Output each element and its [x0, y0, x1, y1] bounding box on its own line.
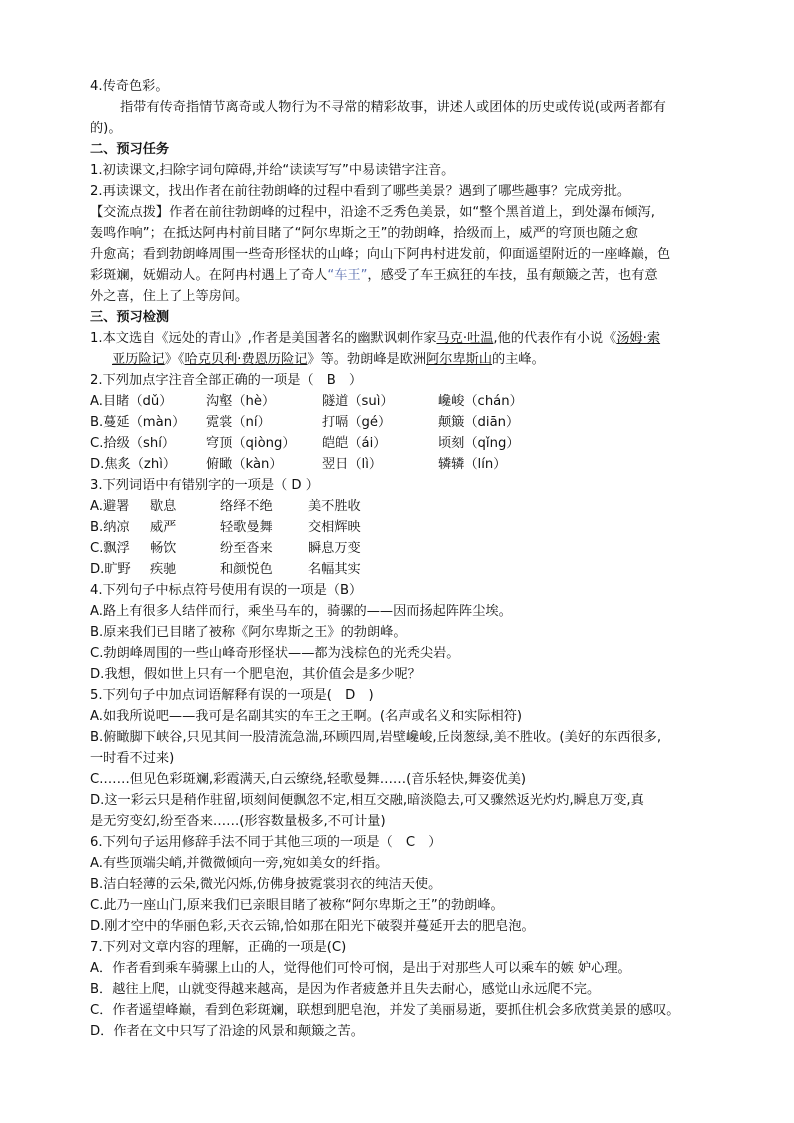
q3-a-2: 歇息 — [150, 499, 177, 514]
q1-author: 马克·吐温 — [436, 331, 494, 346]
q2-b-4: 颠簸（diān） — [438, 415, 520, 430]
q3-option-a — [90, 496, 710, 517]
q3-d-4: 名幅其实 — [308, 562, 361, 577]
question-7: 7.下列对文章内容的理解，正确的一项是(C) — [90, 940, 347, 955]
q3-b-1: B.纳凉 — [90, 520, 130, 535]
q4-option-c: C.勃朗峰周围的一些山峰奇形怪状——都为浅棕色的光秃尖岩。 — [90, 646, 460, 661]
question-6: 6.下列句子运用修辞手法不同于其他三项的一项是（ C ） — [90, 835, 442, 850]
exchange-line-4-tail: ，感受了车王疯狂的车技，虽有颠簸之苦，也有意 — [367, 268, 658, 283]
q1-book-1a: 汤姆·索 — [616, 331, 661, 346]
document-page — [90, 76, 710, 1042]
q2-c-3: 皑皑（ái） — [322, 436, 387, 451]
q3-option-c — [90, 538, 710, 559]
q5-option-d: D.这一彩云只是稍作驻留,顷刻间便飘忽不定,相互交融,暗淡隐去,可又骤然返光灼灼,瞬息万变,真 — [90, 793, 644, 808]
q3-b-3: 轻歌曼舞 — [220, 520, 273, 535]
q5-option-a: A.如我所说吧——我可是名副其实的车王之王啊。(名声或名义和实际相符) — [90, 709, 523, 724]
exchange-line-1: 【交流点拨】作者在前往勃朗峰的过程中，沿途不乏秀色美景，如“整个黑首道上，到处瀑布倾泻, — [90, 205, 655, 220]
question-1 — [90, 328, 710, 349]
q3-a-3: 络绎不绝 — [220, 499, 273, 514]
exchange-line-5: 外之喜，住上了上等房间。 — [90, 289, 249, 304]
q2-d-1: D.焦炙（zhì） — [90, 457, 177, 472]
q6-option-b: B.洁白轻薄的云朵,微光闪烁,仿佛身披霓裳羽衣的纯洁天使。 — [90, 877, 442, 892]
q2-d-3: 翌日（lì） — [322, 457, 383, 472]
q1-text-d: 》等。勃朗峰是欧洲 — [307, 352, 427, 367]
q3-c-4: 瞬息万变 — [308, 541, 361, 556]
q4-option-d: D.我想，假如世上只有一个肥皂泡，其价值会是多少呢？ — [90, 667, 421, 682]
item4-body-line-2: 的)。 — [90, 121, 122, 136]
q7-option-d: D．作者在文中只写了沿途的风景和颠簸之苦。 — [90, 1024, 364, 1039]
q5-option-d-cont: 是无穷变幻,纷至沓来……(形容数量极多,不可计量) — [90, 814, 386, 829]
q3-c-2: 畅饮 — [150, 541, 177, 556]
q2-a-1: A.目睹（dǔ） — [90, 394, 173, 409]
q3-option-d — [90, 559, 710, 580]
q5-option-b: B.俯瞰脚下峡谷,只见其间一股清流急湍,环顾四周,岩壁巉峻,丘岗葱绿,美不胜收。(美好的东西很多, — [90, 730, 662, 745]
q4-option-b: B.原来我们已目睹了被称《阿尔卑斯之王》的勃朗峰。 — [90, 625, 407, 640]
q2-b-2: 霓裳（ní） — [206, 415, 271, 430]
section-heading-preview-test: 三、预习检测 — [90, 310, 170, 325]
q1-book-1b: 亚历险记 — [112, 352, 165, 367]
q2-option-d — [90, 454, 710, 475]
q1-range: 阿尔卑斯山 — [426, 352, 493, 367]
exchange-line-4-text: 彩斑斓，妩媚动人。在阿冉村遇上了奇人 — [90, 268, 328, 283]
q3-d-3: 和颜悦色 — [220, 562, 273, 577]
q7-option-b: B．越往上爬，山就变得越来越高，是因为作者疲惫并且失去耐心，感觉山永远爬不完。 — [90, 982, 601, 997]
q3-a-1: A.避署 — [90, 499, 130, 514]
q6-option-c: C.此乃一座山门,原来我们已亲眼目睹了被称“阿尔卑斯之王”的勃朗峰。 — [90, 898, 504, 913]
q2-option-b — [90, 412, 710, 433]
q2-b-3: 打嗝（gé） — [322, 415, 392, 430]
exchange-line-4 — [90, 265, 710, 286]
q2-c-1: C.拾级（shí） — [90, 436, 176, 451]
q2-d-2: 俯瞰（kàn） — [206, 457, 283, 472]
q7-option-a: A．作者看到乘车骑骡上山的人，觉得他们可怜可悯，是出于对那些人可以乘车的嫉 妒心理。 — [90, 961, 631, 976]
question-1-cont — [90, 349, 710, 370]
q4-option-a: A.路上有很多人结伴而行，乘坐马车的，骑骡的——因而扬起阵阵尘埃。 — [90, 604, 512, 619]
section-heading-preview-tasks: 二、预习任务 — [90, 142, 170, 157]
q3-d-2: 疾驰 — [150, 562, 177, 577]
exchange-line-3: 升愈高；看到勃朗峰周围一些奇形怪状的山峰；向山下阿冉村进发前，仰面遥望附近的一座峰巅，色 — [90, 247, 671, 262]
q3-c-1: C.飘浮 — [90, 541, 130, 556]
q2-a-3: 隧道（suì） — [322, 394, 394, 409]
che-wang-quote: “车王” — [327, 268, 368, 283]
question-3: 3.下列词语中有错别字的一项是（ D ） — [90, 478, 319, 493]
q5-option-c: C.……但见色彩斑斓,彩霞满天,白云缭绕,轻歌曼舞……(音乐轻快,舞姿优美) — [90, 772, 527, 787]
q1-text-c: 》《 — [164, 352, 185, 367]
q2-option-c — [90, 433, 710, 454]
q3-d-1: D.旷野 — [90, 562, 131, 577]
q6-option-a: A.有些顶端尖峭,并微微倾向一旁,宛如美女的纤指。 — [90, 856, 389, 871]
q3-c-3: 纷至沓来 — [220, 541, 273, 556]
question-2: 2.下列加点字注音全部正确的一项是（ B ） — [90, 373, 363, 388]
q2-option-a — [90, 391, 710, 412]
q5-option-b-cont: 一时看不过来) — [90, 751, 175, 766]
item4-body-line-1: 指带有传奇指情节离奇或人物行为不寻常的精彩故事，讲述人或团体的历史或传说(或两者都有 — [120, 100, 666, 115]
q3-option-b — [90, 517, 710, 538]
question-4: 4.下列句子中标点符号使用有误的一项是（B） — [90, 583, 363, 598]
q3-a-4: 美不胜收 — [308, 499, 361, 514]
q7-option-c: C．作者遥望峰巅，看到色彩斑斓，联想到肥皂泡，并发了美丽易逝，要抓住机会多欣赏美景的感叹。 — [90, 1003, 680, 1018]
q1-book-2: 哈克贝利·费恩历险记 — [184, 352, 308, 367]
task-1: 1.初读课文,扫除字词句障碍,并给“读读写写”中易读错字注音。 — [90, 163, 455, 178]
q2-c-2: 穹顶（qiòng） — [206, 436, 296, 451]
q2-a-4: 巉峻（chán） — [438, 394, 523, 409]
question-5: 5.下列句子中加点词语解释有误的一项是( D ) — [90, 688, 374, 703]
q2-d-4: 辚辚（lín） — [438, 457, 507, 472]
q2-b-1: B.蔓延（màn） — [90, 415, 186, 430]
item4-title: 4.传奇色彩。 — [90, 79, 169, 94]
q1-text-a: 1.本文选自《远处的青山》,作者是美国著名的幽默讽刺作家 — [90, 331, 437, 346]
q2-c-4: 顷刻（qǐng） — [438, 436, 520, 451]
q3-b-2: 威严 — [150, 520, 177, 535]
q3-b-4: 交相辉映 — [308, 520, 361, 535]
q1-text-b: ,他的代表作有小说《 — [493, 331, 617, 346]
exchange-line-2: 轰鸣作响”；在抵达阿冉村前目睹了“阿尔卑斯之王”的勃朗峰，拾级而上，威严的穹顶也随之愈 — [90, 226, 638, 241]
q1-text-e: 的主峰。 — [492, 352, 545, 367]
q6-option-d: D.刚才空中的华丽色彩,天衣云锦,恰如那在阳光下破裂并蔓延开去的肥皂泡。 — [90, 919, 535, 934]
q2-a-2: 沟壑（hè） — [206, 394, 276, 409]
task-2: 2.再读课文，找出作者在前往勃朗峰的过程中看到了哪些美景？遇到了哪些趣事？完成旁批。 — [90, 184, 631, 199]
